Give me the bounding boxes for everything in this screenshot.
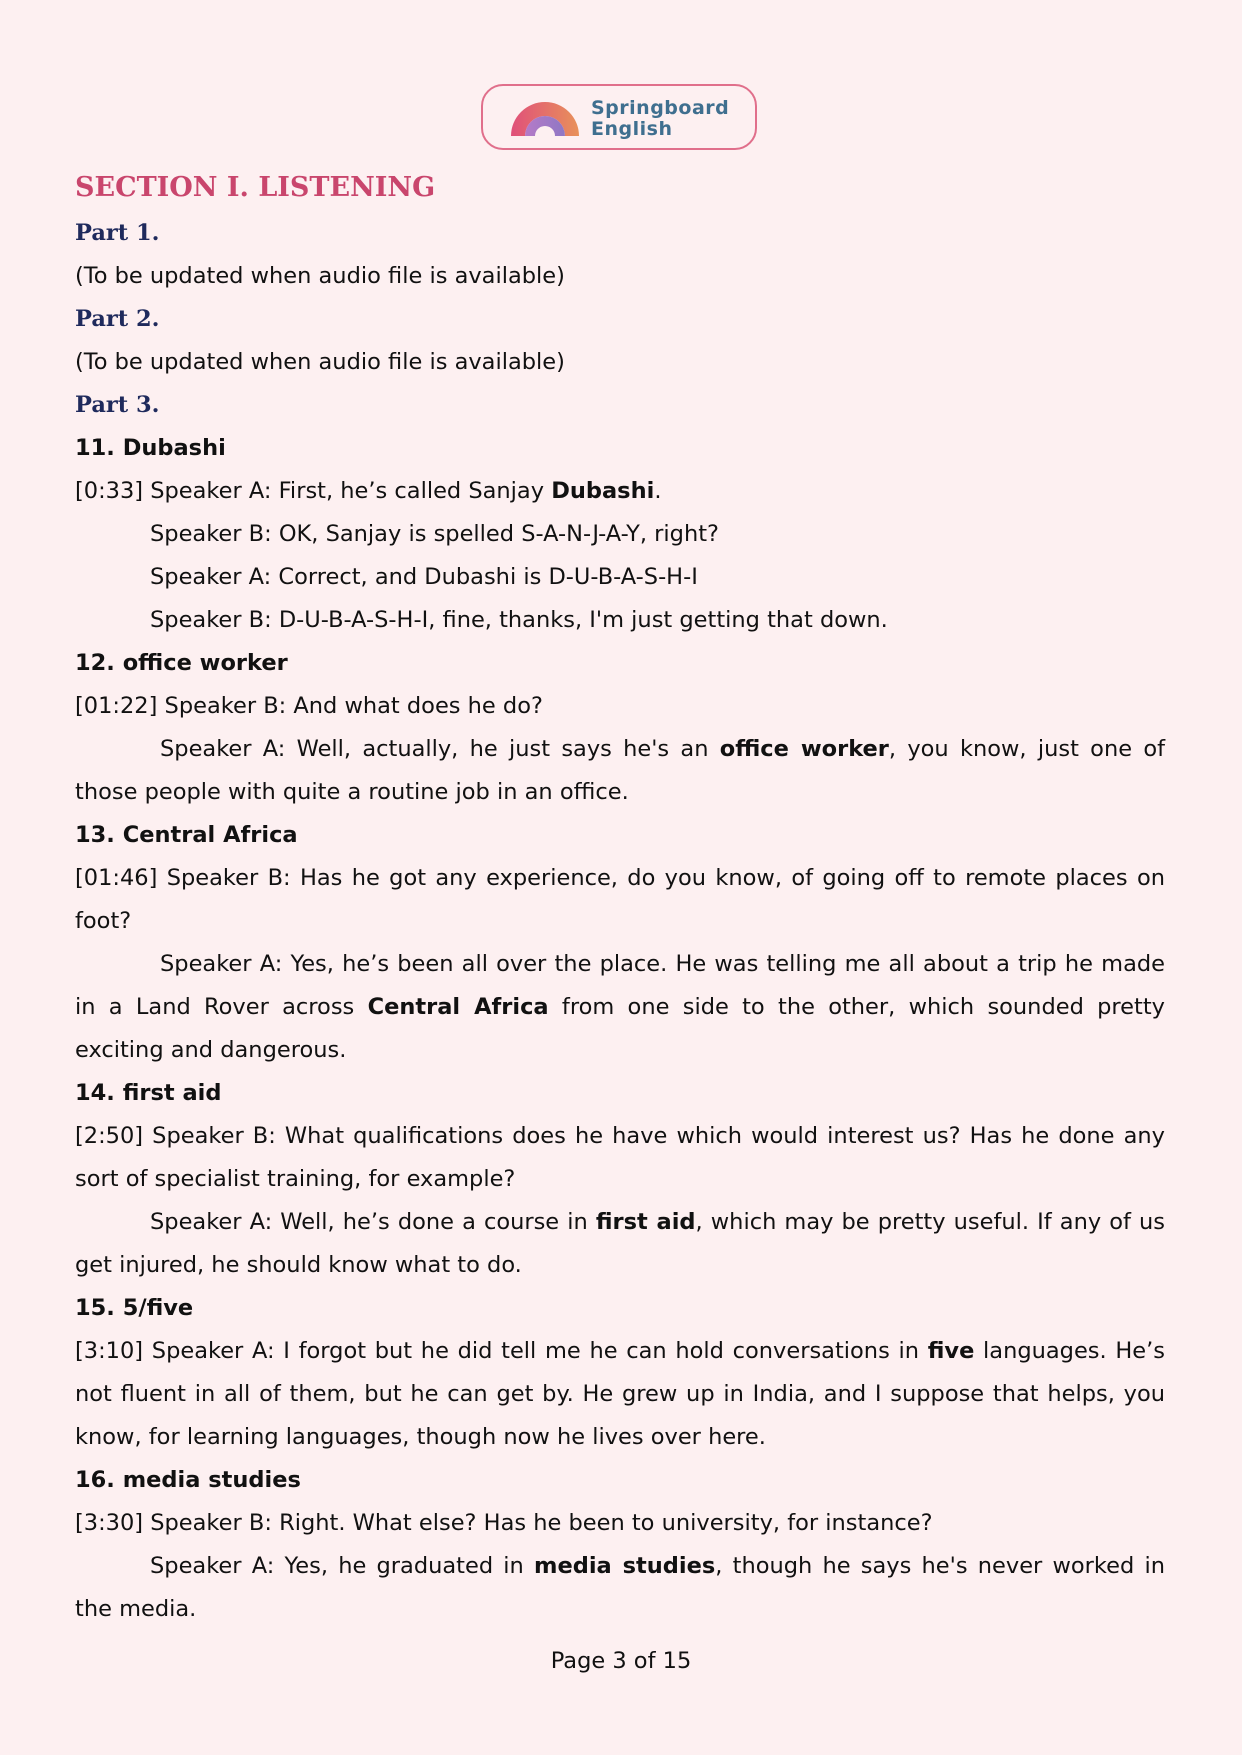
answer-13-heading: 13. Central Africa xyxy=(75,822,298,848)
answer-keyword: Dubashi xyxy=(551,478,655,504)
answer-keyword: media studies xyxy=(534,1553,716,1579)
logo-line-2: English xyxy=(591,118,673,140)
transcript-12-line-1: [01:22] Speaker B: And what does he do? xyxy=(75,693,543,719)
part-1-heading: Part 1. xyxy=(75,220,160,246)
transcript-16-line-1: [3:30] Speaker B: Right. What else? Has he been to university, for instance? xyxy=(75,1510,933,1536)
answer-16-heading: 16. media studies xyxy=(75,1467,301,1493)
logo-wordmark xyxy=(591,98,729,140)
part-2-heading: Part 2. xyxy=(75,306,160,332)
transcript-15-line-1: [3:10] Speaker A: I forgot but he did tell me he can hold conversations in five languages. He’s not fluent in all of them, but he can get by. He grew up in India, and I suppose that helps, you know, for learning languages, though now he lives over here. xyxy=(75,1338,1165,1450)
part-3-heading: Part 3. xyxy=(75,392,160,418)
section-title: SECTION I. LISTENING xyxy=(75,172,436,203)
part-1-note: (To be updated when audio file is available) xyxy=(75,263,565,289)
rainbow-logo-icon xyxy=(509,96,581,140)
transcript-14-line-1: [2:50] Speaker B: What qualifications does he have which would interest us? Has he done any sort of specialist training, for example? xyxy=(75,1123,1165,1192)
page-number: Page 3 of 15 xyxy=(550,1648,692,1674)
transcript-12-line-2: Speaker A: Well, actually, he just says he's an office worker, you know, just one of those people with quite a routine job in an office. xyxy=(75,736,1166,805)
document-body xyxy=(75,167,1165,1631)
transcript-16-line-2: Speaker A: Yes, he graduated in media studies, though he says he's never worked in the media. xyxy=(75,1553,1165,1622)
answer-keyword: first aid xyxy=(595,1209,696,1235)
answer-11-heading: 11. Dubashi xyxy=(75,435,226,461)
answer-15-heading: 15. 5/five xyxy=(75,1295,194,1321)
transcript-11-line-1: [0:33] Speaker A: First, he’s called Sanjay Dubashi. xyxy=(75,478,662,504)
transcript-13-line-1: [01:46] Speaker B: Has he got any experience, do you know, of going off to remote places on foot? xyxy=(75,865,1165,934)
answer-12-heading: 12. office worker xyxy=(75,650,288,676)
transcript-14-line-2: Speaker A: Well, he’s done a course in first aid, which may be pretty useful. If any of us get injured, he should know what to do. xyxy=(75,1209,1165,1278)
answer-keyword: Central Africa xyxy=(367,994,549,1020)
brand-logo xyxy=(481,84,757,150)
transcript-11-line-2: Speaker B: OK, Sanjay is spelled S-A-N-J-A-Y, right? xyxy=(150,521,719,547)
logo-line-1: Springboard xyxy=(591,97,730,119)
transcript-11-line-4: Speaker B: D-U-B-A-S-H-I, fine, thanks, I'm just getting that down. xyxy=(150,607,888,633)
transcript-13-line-2: Speaker A: Yes, he’s been all over the place. He was telling me all about a trip he made in a Land Rover across Central Africa from one side to the other, which sounded pretty exciting and dangerous. xyxy=(75,951,1165,1063)
answer-keyword: five xyxy=(927,1338,975,1364)
transcript-11-line-3: Speaker A: Correct, and Dubashi is D-U-B-A-S-H-I xyxy=(150,564,698,590)
part-2-note: (To be updated when audio file is available) xyxy=(75,349,565,375)
answer-keyword: office worker xyxy=(719,736,889,762)
answer-14-heading: 14. first aid xyxy=(75,1080,222,1106)
